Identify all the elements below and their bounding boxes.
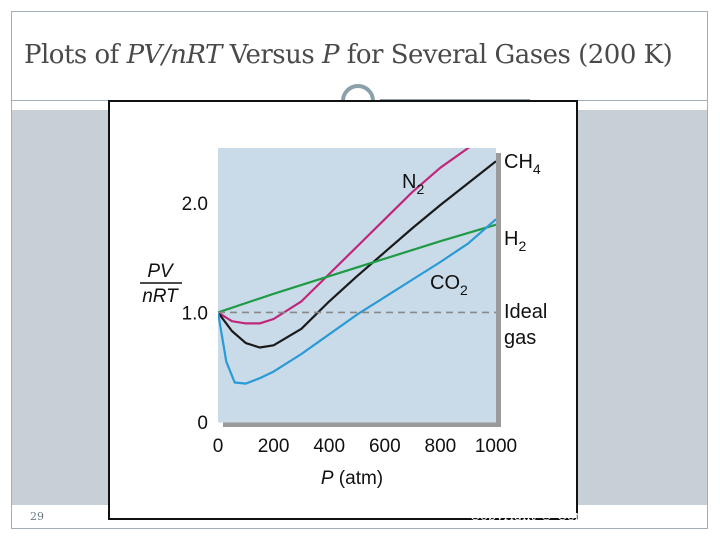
series-label-h2: $H_2$	[504, 228, 527, 254]
slide-title: Plots of PV/nRT Versus P for Several Gases (200 K)	[24, 40, 673, 70]
series-label-ideal: Ideal	[504, 301, 548, 323]
chart-svg	[110, 102, 576, 518]
series-label-ideal-line2: gas	[504, 327, 537, 349]
x-tick-label: 400	[313, 436, 346, 457]
y-tick-label: 2.0	[181, 193, 208, 215]
slide-number: 29	[30, 510, 44, 523]
x-axis-label: P (atm)	[320, 468, 384, 489]
x-tick-label: 0	[212, 436, 224, 457]
copyright-text: Copyright © Cengage Learning. All	[470, 509, 705, 524]
y-tick-label: 0	[197, 413, 208, 434]
y-axis-label-denominator: nRT	[142, 286, 178, 307]
chart-figure	[108, 100, 578, 520]
y-tick-label: 1.0	[181, 303, 208, 325]
x-tick-label: 200	[257, 436, 290, 457]
series-label-n2: $N_2$	[402, 171, 425, 197]
x-tick-label: 600	[368, 436, 401, 457]
x-tick-label: 800	[424, 436, 457, 457]
x-tick-label: 1000	[474, 436, 518, 457]
series-label-ch4: $CH_4$	[504, 151, 541, 177]
series-label-co2: $CO_2$	[430, 272, 468, 298]
y-axis-label-numerator: PV	[147, 261, 173, 282]
